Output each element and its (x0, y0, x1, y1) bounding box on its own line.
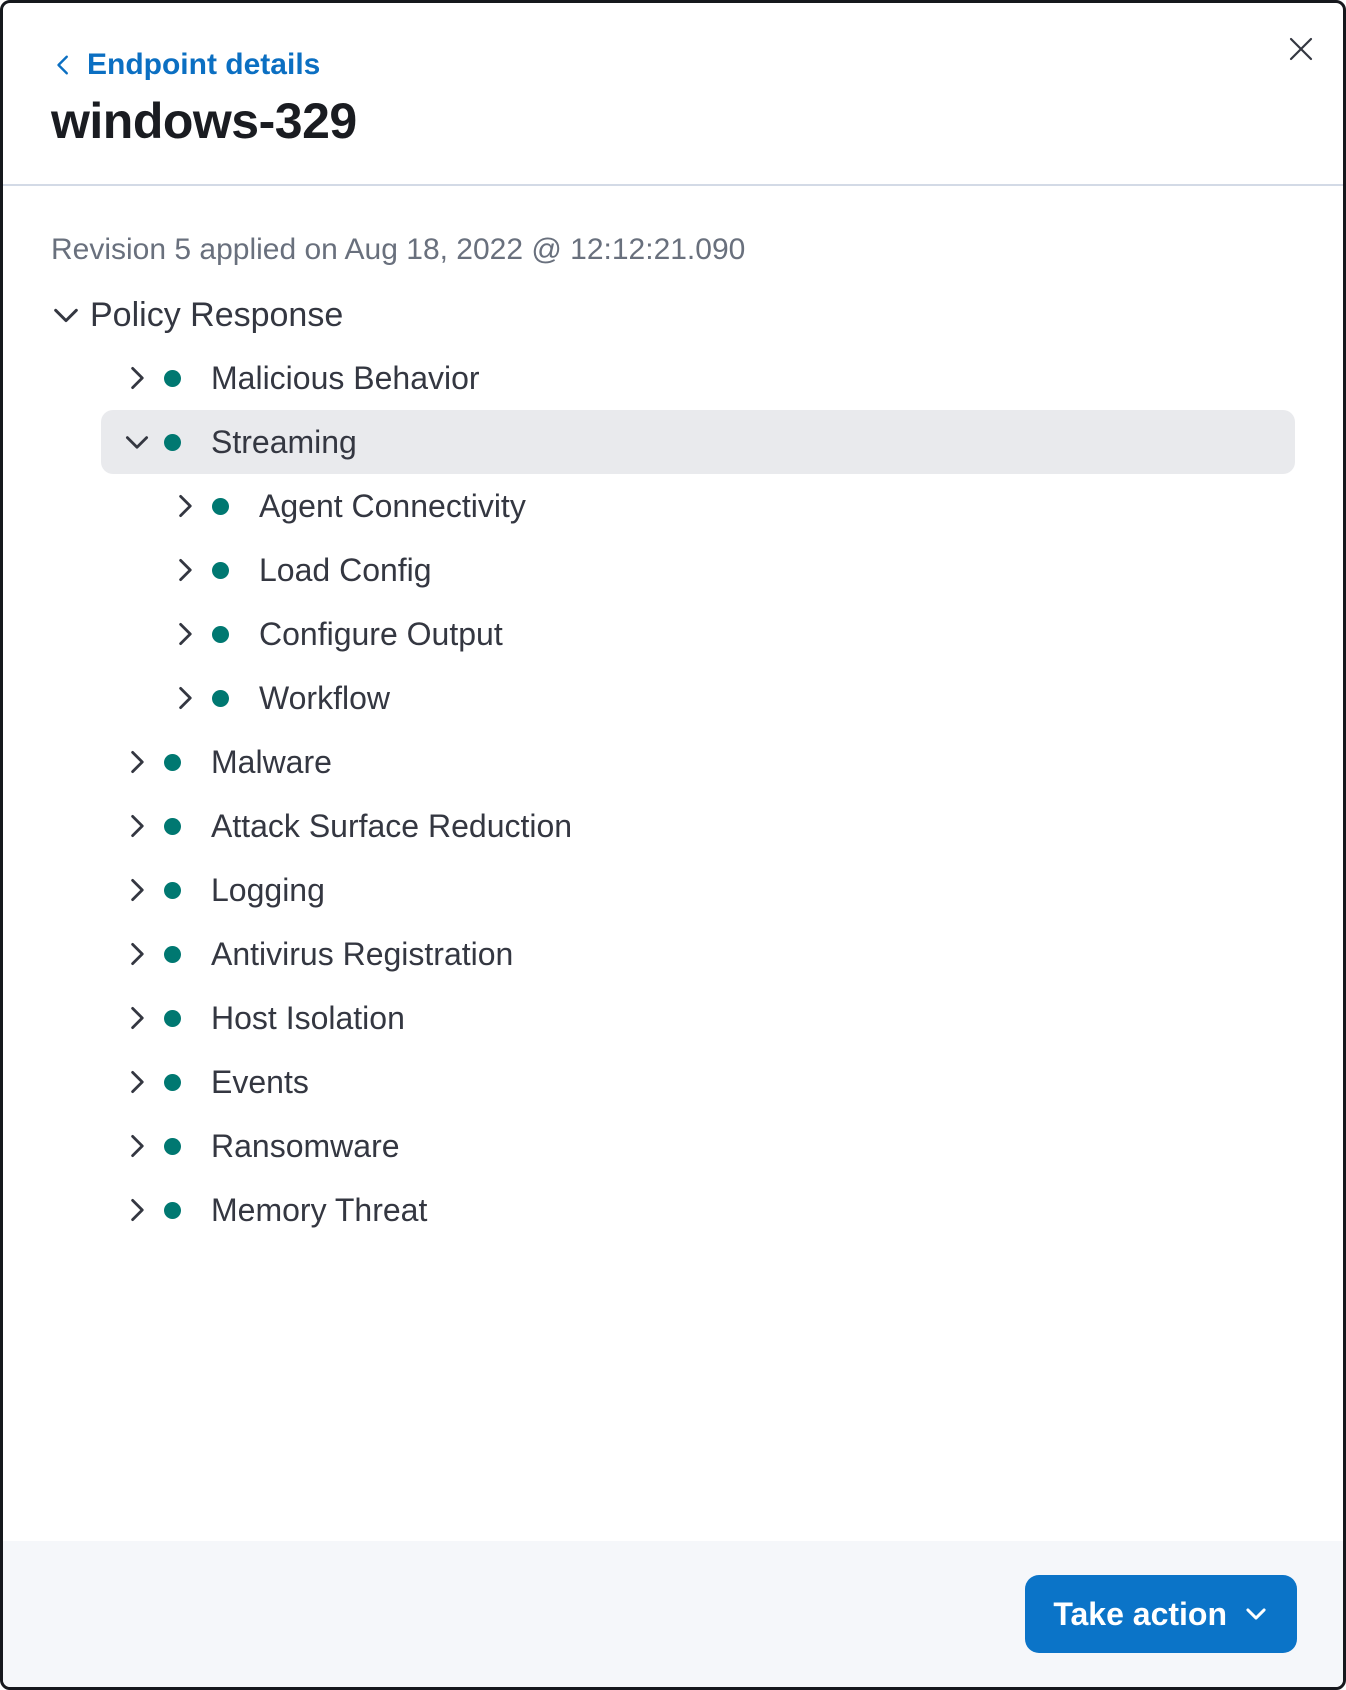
success-dot-icon (164, 434, 181, 451)
success-dot-icon (164, 370, 181, 387)
success-dot-icon (212, 690, 229, 707)
chevron-down-icon (1243, 1601, 1269, 1627)
chevron-right-icon[interactable] (123, 1068, 151, 1096)
chevron-right-icon[interactable] (171, 620, 199, 648)
chevron-right-icon[interactable] (123, 812, 151, 840)
success-dot-icon (164, 1202, 181, 1219)
page-title: windows-329 (51, 93, 357, 149)
back-to-endpoint-details-link[interactable] (51, 49, 320, 81)
policy-tree-item[interactable] (101, 1114, 1295, 1178)
tree-item-label: Attack Surface Reduction (211, 807, 573, 844)
tree-item-label: Host Isolation (211, 999, 405, 1036)
chevron-right-icon[interactable] (123, 876, 151, 904)
flyout-footer (3, 1541, 1343, 1687)
tree-item-label: Logging (211, 871, 325, 908)
tree-item-label: Agent Connectivity (259, 487, 526, 524)
chevron-right-icon[interactable] (123, 1132, 151, 1160)
policy-tree-item[interactable] (101, 602, 1295, 666)
chevron-right-icon[interactable] (123, 1004, 151, 1032)
chevron-down-icon (51, 300, 81, 330)
tree-item-label: Ransomware (211, 1127, 400, 1164)
accordion-label: Policy Response (90, 296, 344, 334)
chevron-right-icon[interactable] (171, 492, 199, 520)
policy-tree-item[interactable] (101, 794, 1295, 858)
chevron-right-icon[interactable] (171, 556, 199, 584)
policy-tree-item[interactable] (101, 1050, 1295, 1114)
policy-tree-item[interactable] (101, 858, 1295, 922)
success-dot-icon (164, 818, 181, 835)
success-dot-icon (164, 946, 181, 963)
tree-item-label: Memory Threat (211, 1191, 428, 1228)
policy-response-accordion-toggle[interactable] (51, 295, 343, 335)
tree-item-label: Streaming (211, 423, 357, 460)
policy-tree-item[interactable] (101, 538, 1295, 602)
chevron-right-icon[interactable] (123, 1196, 151, 1224)
tree-item-label: Malware (211, 743, 332, 780)
tree-item-label: Configure Output (259, 615, 503, 652)
tree-item-label: Antivirus Registration (211, 935, 514, 972)
success-dot-icon (212, 562, 229, 579)
policy-tree-item[interactable] (101, 474, 1295, 538)
back-link-label: Endpoint details (87, 48, 321, 81)
policy-response-tree (101, 346, 1295, 1242)
tree-item-label: Workflow (259, 679, 390, 716)
policy-tree-item[interactable] (101, 410, 1295, 474)
success-dot-icon (164, 1010, 181, 1027)
policy-tree-item[interactable] (101, 986, 1295, 1050)
close-icon[interactable] (1279, 27, 1323, 71)
flyout-body (3, 186, 1343, 1242)
success-dot-icon (212, 498, 229, 515)
take-action-label: Take action (1053, 1595, 1227, 1632)
chevron-right-icon[interactable] (123, 748, 151, 776)
success-dot-icon (164, 754, 181, 771)
chevron-right-icon[interactable] (171, 684, 199, 712)
policy-tree-item[interactable] (101, 922, 1295, 986)
take-action-button[interactable] (1025, 1575, 1297, 1653)
success-dot-icon (164, 882, 181, 899)
success-dot-icon (164, 1074, 181, 1091)
chevron-right-icon[interactable] (123, 940, 151, 968)
success-dot-icon (164, 1138, 181, 1155)
chevron-down-icon[interactable] (123, 428, 151, 456)
flyout-header (3, 3, 1343, 148)
tree-item-label: Malicious Behavior (211, 359, 480, 396)
chevron-right-icon[interactable] (123, 364, 151, 392)
success-dot-icon (212, 626, 229, 643)
policy-tree-item[interactable] (101, 730, 1295, 794)
chevron-left-icon (51, 53, 75, 77)
policy-tree-item[interactable] (101, 346, 1295, 410)
tree-item-label: Events (211, 1063, 309, 1100)
policy-tree-item[interactable] (101, 1178, 1295, 1242)
tree-item-label: Load Config (259, 551, 432, 588)
policy-tree-item[interactable] (101, 666, 1295, 730)
revision-applied-text: Revision 5 applied on Aug 18, 2022 @ 12:12:21.090 (51, 233, 746, 266)
